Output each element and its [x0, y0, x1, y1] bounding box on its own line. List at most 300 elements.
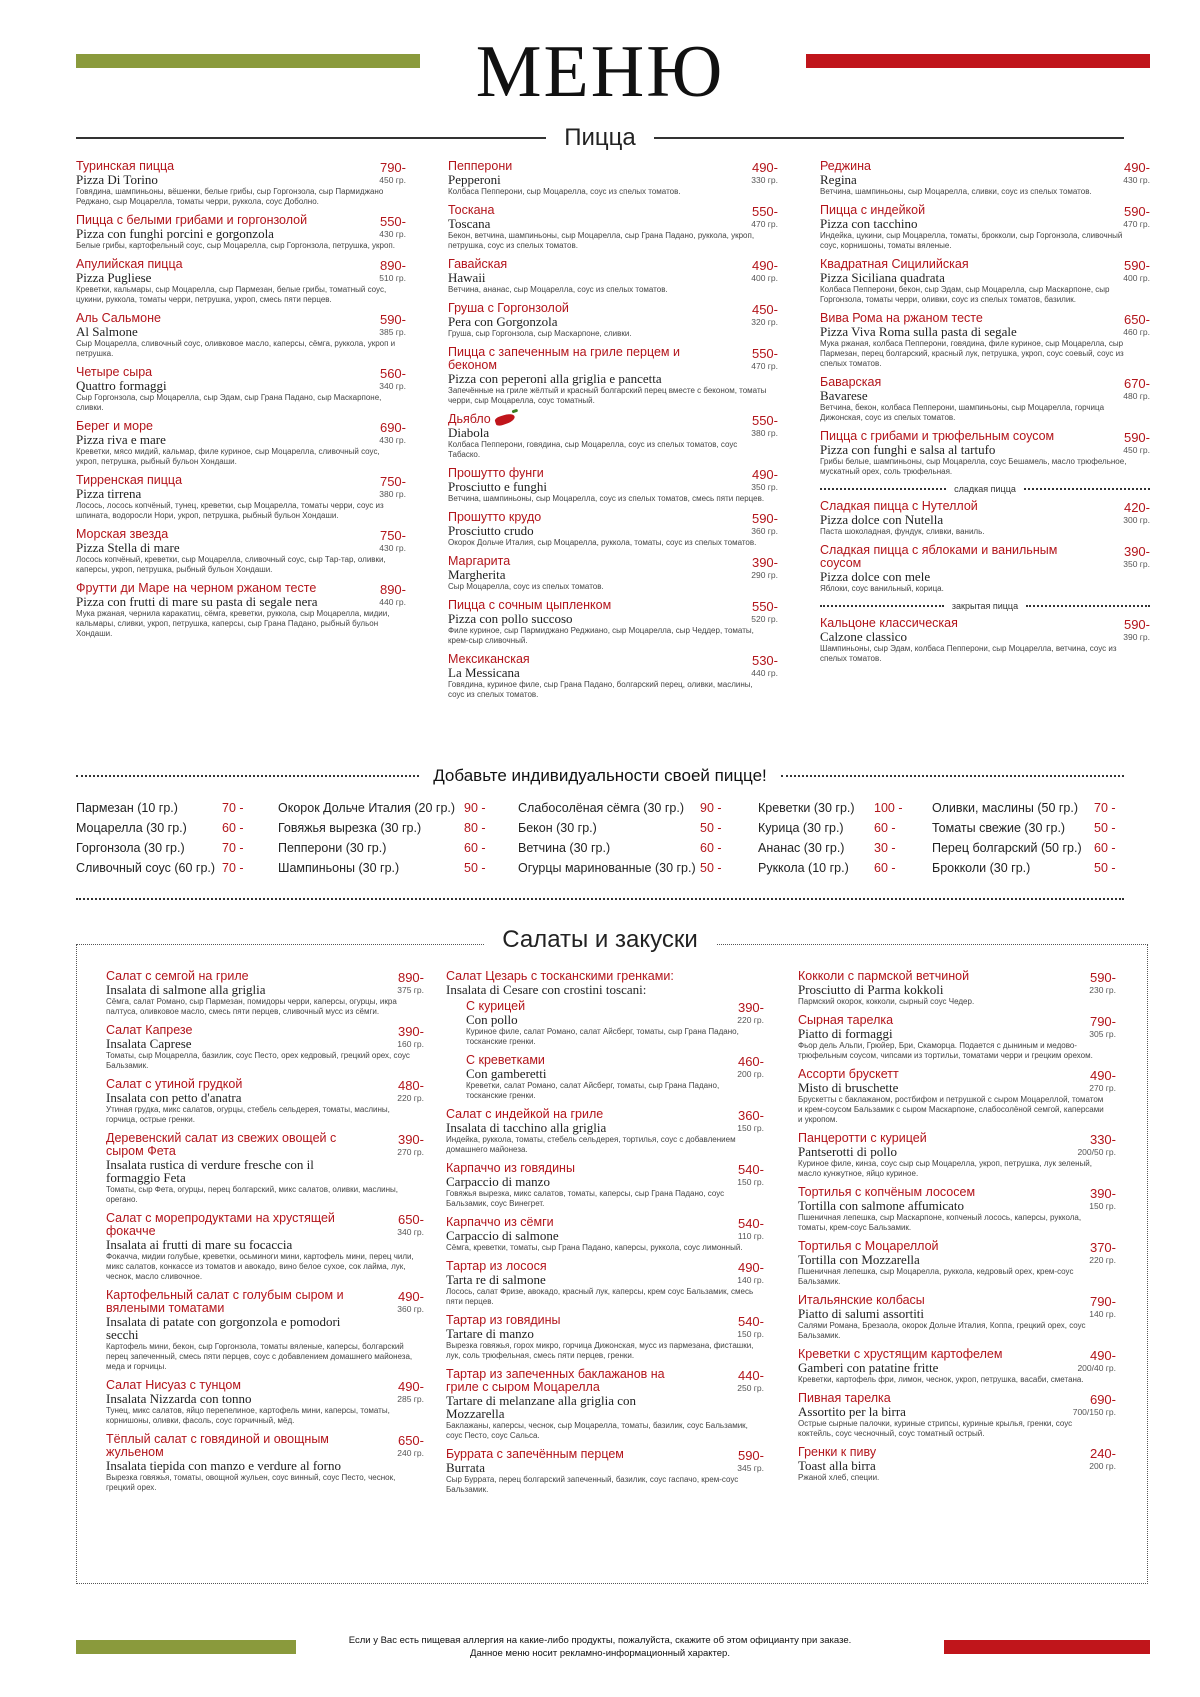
menu-item-name-it: Insalata con petto d'anatra — [106, 1090, 242, 1105]
addon-row — [932, 838, 1138, 858]
menu-item-price: 590- — [379, 312, 406, 327]
menu-item-header — [798, 1348, 1116, 1374]
menu-item-name-ru: Тоскана — [448, 203, 495, 217]
menu-item-price: 490- — [1089, 1348, 1116, 1363]
menu-item-description: Паста шоколадная, фундук, сливки, ваниль. — [820, 527, 985, 536]
menu-item-name-it: Pizza dolce con mele — [820, 569, 931, 584]
menu-item-header — [448, 555, 778, 581]
menu-item-price: 650- — [1123, 312, 1150, 327]
menu-item-weight: 360 гр. — [397, 1304, 424, 1314]
menu-item-header — [106, 1024, 424, 1050]
menu-item-name-it: Pizza Stella di mare — [76, 540, 180, 555]
menu-item-weight: 220 гр. — [1089, 1255, 1116, 1265]
menu-item-price: 550- — [751, 346, 778, 361]
menu-item-description: Ветчина, шампиньоны, сыр Моцарелла, соус из спелых томатов, смесь пяти перцев. — [448, 494, 765, 503]
addon-name: Ветчина (30 гр.) — [518, 841, 611, 855]
menu-item-description: Вырезка говяжья, горох микро, горчица Дижонская, мусс из пармезана, фисташки, лук, соль трюфельная, смесь пяти перцев, гренки. — [446, 1341, 754, 1360]
menu-item-name-ru: Фрутти ди Маре на черном ржаном тесте — [76, 581, 317, 595]
menu-item-description: Мука ржаная, чернила каракатиц, сёмга, креветки, руккола, сыр Моцарелла, мидии, кальмары, сливки, укроп, петрушка, каперсы, сыр Грана Падано, рыбный бульон Хондаши. — [76, 609, 390, 638]
menu-item-name-ru: Морская звезда — [76, 527, 169, 541]
menu-item-header — [106, 1078, 424, 1104]
menu-item-weight: 200 гр. — [1089, 1461, 1116, 1471]
menu-item-name-ru: Тартар из говядины — [446, 1313, 561, 1327]
menu-item-price: 490- — [751, 467, 778, 482]
addon-price: 70 - — [222, 861, 244, 875]
menu-item-header — [448, 258, 778, 284]
menu-item-description: Индейка, цукини, сыр Моцарелла, томаты, брокколи, сыр Горгонзола, сливочный соус, корнишоны, томаты вяленые. — [820, 231, 1123, 250]
menu-item — [798, 1392, 1116, 1439]
menu-item-description: Тунец, микс салатов, яйцо перепелиное, картофель мини, каперсы, томаты, корнишоны, оливки, фасоль, соус горчичный, мёд. — [106, 1406, 390, 1425]
menu-item-price: 490- — [397, 1379, 424, 1394]
menu-item-price: 330- — [1089, 1132, 1116, 1147]
menu-item-weight: 390 гр. — [1123, 632, 1150, 642]
menu-item-description: Креветки, мясо мидий, кальмар, филе куриное, сыр Моцарелла, сливочный соус, укроп, петрушка, рыбный бульон Хондаши. — [76, 447, 380, 466]
addon-row — [76, 858, 266, 878]
menu-item-weight: 430 гр. — [379, 435, 406, 445]
menu-item-price: 590- — [1123, 617, 1150, 632]
addon-price: 50 - — [700, 861, 722, 875]
menu-item-description: Колбаса Пепперони, бекон, сыр Эдам, сыр Моцарелла, сыр Маскарпоне, сыр Горгонзола, томаты черри, оливки, соус из спелых томатов, базилик. — [820, 285, 1110, 304]
addon-name: Курица (30 гр.) — [758, 821, 844, 835]
menu-item — [76, 528, 406, 575]
menu-item-name-ru: Итальянские колбасы — [798, 1293, 925, 1307]
chili-pepper-icon — [494, 412, 516, 427]
menu-item — [820, 312, 1150, 369]
menu-item — [466, 1054, 764, 1101]
menu-item-name-ru: Мексиканская — [448, 652, 530, 666]
menu-item-description: Куриное филе, салат Романо, салат Айсберг, томаты, сыр Грана Падано, тосканские гренки. — [466, 1027, 739, 1046]
addon-row — [758, 838, 918, 858]
menu-item-name-it: Prosciutto crudo — [448, 523, 534, 538]
addon-name: Огурцы маринованные (30 гр.) — [518, 861, 696, 875]
addon-row — [932, 798, 1138, 818]
menu-item-name-it: Pizza tirrena — [76, 486, 142, 501]
menu-item-price: 390- — [397, 1132, 424, 1147]
sub-section-label: сладкая пицца — [954, 484, 1016, 494]
menu-item-price: 670- — [1123, 376, 1150, 391]
menu-item — [106, 1289, 424, 1372]
menu-item-weight: 385 гр. — [379, 327, 406, 337]
menu-item-price: 790- — [379, 160, 406, 175]
menu-item-name-ru: Буррата с запечённым перцем — [446, 1447, 624, 1461]
menu-item-weight: 430 гр. — [1123, 175, 1150, 185]
menu-item — [106, 1132, 424, 1205]
menu-item-name-it: La Messicana — [448, 665, 520, 680]
menu-item-name-it: Gamberi con patatine fritte — [798, 1360, 939, 1375]
menu-item-weight: 150 гр. — [737, 1329, 764, 1339]
menu-item — [798, 1294, 1116, 1341]
menu-item-description: Баклажаны, каперсы, чеснок, сыр Моцарелла, томаты, базилик, соус Бальзамик, соус Песто, соус Сальса. — [446, 1421, 748, 1440]
menu-item-name-it: Pizza Viva Roma sulla pasta di segale — [820, 324, 1017, 339]
addon-name: Пепперони (30 гр.) — [278, 841, 387, 855]
menu-item-header — [448, 511, 778, 537]
menu-item-name-ru: Гавайская — [448, 257, 508, 271]
menu-item-header — [798, 1294, 1116, 1320]
menu-item-name-it: Insalata ai frutti di mare su focaccia — [106, 1237, 293, 1252]
addon-name: Бекон (30 гр.) — [518, 821, 597, 835]
menu-item — [448, 555, 778, 592]
menu-item-description: Креветки, кальмары, сыр Моцарелла, сыр Пармезан, белые грибы, томатный соус, цукини, руккола, томаты черри, петрушка, укроп, смесь пяти перцев. — [76, 285, 387, 304]
menu-item-name-ru: Груша с Горгонзолой — [448, 301, 569, 315]
menu-item-name-ru: Салат Капрезе — [106, 1023, 193, 1037]
menu-item — [798, 1240, 1116, 1287]
menu-item — [820, 430, 1150, 477]
menu-item — [798, 1068, 1116, 1125]
addon-price: 60 - — [874, 821, 896, 835]
menu-item — [820, 617, 1150, 664]
menu-item-name-it: Assortito per la birra — [798, 1404, 906, 1419]
menu-item — [448, 413, 778, 460]
menu-item-description: Вырезка говяжья, томаты, овощной жульен, соус винный, соус Песто, чеснок, грецкий орех. — [106, 1473, 396, 1492]
menu-item-name-ru: Пицца с грибами и трюфельным соусом — [820, 429, 1055, 443]
addon-price: 80 - — [464, 821, 486, 835]
addon-name: Креветки (30 гр.) — [758, 801, 855, 815]
menu-item-description: Шампиньоны, сыр Эдам, колбаса Пепперони, сыр Моцарелла, ветчина, соус из спелых томатов. — [820, 644, 1117, 663]
menu-item-header — [798, 1068, 1116, 1094]
addon-row — [76, 798, 266, 818]
menu-item-description: Говяжья вырезка, микс салатов, томаты, каперсы, сыр Грана Падано, соус Бальзамик, соус Винегрет. — [446, 1189, 725, 1208]
menu-item-price: 750- — [379, 528, 406, 543]
menu-item-name-it: Piatto di formaggi — [798, 1026, 893, 1041]
menu-item-header — [446, 970, 764, 996]
menu-item — [820, 258, 1150, 305]
menu-item-name-it: Tartare di manzo — [446, 1326, 534, 1341]
menu-item-name-ru: Пепперони — [448, 159, 513, 173]
menu-item-header — [446, 1314, 764, 1340]
menu-item-header — [76, 582, 406, 608]
menu-item-header — [798, 1014, 1116, 1040]
menu-item-weight: 340 гр. — [379, 381, 406, 391]
menu-item-name-ru: Берег и море — [76, 419, 153, 433]
menu-item-description: Запечённые на гриле жёлтый и красный болгарский перец вместе с беконом, томаты черри, сыр Моцарелла, соус томатный. — [448, 386, 767, 405]
menu-item-weight: 450 гр. — [1123, 445, 1150, 455]
menu-item — [76, 582, 406, 639]
menu-item-name-it: Carpaccio di manzo — [446, 1174, 550, 1189]
addon-row — [278, 818, 508, 838]
menu-item-price: 530- — [751, 653, 778, 668]
menu-item — [820, 376, 1150, 423]
menu-item — [76, 214, 406, 251]
menu-item-weight: 340 гр. — [397, 1227, 424, 1237]
menu-item-weight: 470 гр. — [1123, 219, 1150, 229]
addon-row — [758, 798, 918, 818]
menu-item-header — [466, 1054, 764, 1080]
menu-item-weight: 380 гр. — [751, 428, 778, 438]
addon-price: 70 - — [1094, 801, 1116, 815]
addon-price: 60 - — [1094, 841, 1116, 855]
menu-item-price: 890- — [379, 582, 406, 597]
menu-item — [820, 500, 1150, 537]
addon-name: Ананас (30 гр.) — [758, 841, 845, 855]
menu-item-name-it: Tarta re di salmone — [446, 1272, 546, 1287]
menu-item-name-ru: Квадратная Сицилийская — [820, 257, 969, 271]
menu-item-name-it: Diabola — [448, 425, 490, 440]
menu-item-header — [76, 528, 406, 554]
menu-item-name-ru: Вива Рома на ржаном тесте — [820, 311, 983, 325]
menu-item-price: 690- — [1089, 1392, 1116, 1407]
addon-row — [758, 818, 918, 838]
menu-item-name-ru: Апулийская пицца — [76, 257, 183, 271]
menu-item — [446, 1260, 764, 1307]
menu-item-name-ru: Тирренская пицца — [76, 473, 183, 487]
menu-item-name-ru: Пицца с индейкой — [820, 203, 926, 217]
menu-item-weight: 270 гр. — [1089, 1083, 1116, 1093]
menu-item-weight: 285 гр. — [397, 1394, 424, 1404]
menu-item-weight: 510 гр. — [379, 273, 406, 283]
addon-row — [518, 818, 744, 838]
menu-item-weight: 240 гр. — [397, 1448, 424, 1458]
menu-item — [820, 160, 1150, 197]
menu-item-weight: 460 гр. — [1123, 327, 1150, 337]
salads-column-1 — [106, 970, 424, 1500]
menu-item-description: Лосось, салат Фризе, авокадо, красный лук, каперсы, крем соус Бальзамик, смесь пяти перцев. — [446, 1287, 754, 1306]
menu-item-description: Груша, сыр Горгонзола, сыр Маскарпоне, сливки. — [448, 329, 632, 338]
menu-item-price: 490- — [397, 1289, 424, 1304]
menu-item-price: 490- — [737, 1260, 764, 1275]
menu-item-header — [798, 1186, 1116, 1212]
salads-column-2 — [446, 970, 764, 1502]
menu-item — [106, 1024, 424, 1071]
menu-item-header — [820, 204, 1150, 230]
menu-item-weight: 160 гр. — [397, 1039, 424, 1049]
menu-item-price: 390- — [1123, 544, 1150, 559]
menu-item-price: 370- — [1089, 1240, 1116, 1255]
addon-name: Сливочный соус (60 гр.) — [76, 861, 216, 875]
menu-item-description: Яблоки, соус ванильный, корица. — [820, 584, 944, 593]
menu-item-description: Куриное филе, кинза, соус сыр сыр Моцарелла, укроп, петрушка, лук зеленый, масло кунжутное, яйцо куриное. — [798, 1159, 1092, 1178]
menu-item-description: Фьор дель Альпи, Грюйер, Бри, Скаморца. Подается с дыниным и медово-трюфельным соусом, чипсами из тортильи, томатами черри и грецким орехом. — [798, 1041, 1093, 1060]
menu-item-name-it: Insalata di Cesare con crostini toscani: — [446, 982, 647, 997]
salads-column-3 — [798, 970, 1116, 1490]
addon-name: Говяжья вырезка (30 гр.) — [278, 821, 422, 835]
menu-item-price: 440- — [737, 1368, 764, 1383]
addon-name: Шампиньоны (30 гр.) — [278, 861, 400, 875]
menu-item-description: Колбаса Пепперони, сыр Моцарелла, соус из спелых томатов. — [448, 187, 681, 196]
addon-column — [932, 798, 1138, 878]
menu-item-weight: 350 гр. — [1123, 559, 1150, 569]
menu-item — [798, 1186, 1116, 1233]
menu-item-name-ru: Салат с утиной грудкой — [106, 1077, 243, 1091]
addon-name: Окорок Дольче Италия (20 гр.) — [278, 801, 456, 815]
menu-item-price: 690- — [379, 420, 406, 435]
menu-item-header — [446, 1260, 764, 1286]
menu-item-name-ru: Пицца с белыми грибами и горгонзолой — [76, 213, 308, 227]
menu-item-name-ru: Гренки к пиву — [798, 1445, 877, 1459]
addon-name: Томаты свежие (30 гр.) — [932, 821, 1066, 835]
menu-item-weight: 300 гр. — [1123, 515, 1150, 525]
addons-table — [76, 798, 1140, 878]
menu-item-name-it: Con pollo — [466, 1012, 518, 1027]
menu-item-weight: 330 гр. — [751, 175, 778, 185]
menu-item-name-it: Insalata rustica di verdure fresche con il formaggio Feta — [106, 1157, 314, 1185]
menu-item-header — [106, 1132, 424, 1184]
menu-item-name-it: Carpaccio di salmone — [446, 1228, 559, 1243]
menu-item-name-it: Pizza Pugliese — [76, 270, 152, 285]
addon-price: 90 - — [464, 801, 486, 815]
menu-item-name-it: Regina — [820, 172, 857, 187]
addon-name: Перец болгарский (50 гр.) — [932, 841, 1082, 855]
sub-section-label: закрытая пицца — [951, 601, 1019, 611]
menu-item-description: Сыр Горгонзола, сыр Моцарелла, сыр Эдам, сыр Грана Падано, сыр Маскарпоне, сливки. — [76, 393, 382, 412]
menu-item-name-it: Tortilla con Mozzarella — [798, 1252, 920, 1267]
menu-item-header — [798, 1240, 1116, 1266]
menu-item-name-it: Pizza dolce con Nutella — [820, 512, 944, 527]
footer-line-2: Данное меню носит рекламно-информационный характер. — [470, 1648, 730, 1659]
addon-name: Слабосолёная сёмга (30 гр.) — [518, 801, 684, 815]
menu-item-name-ru: Тортилья с Моцареллой — [798, 1239, 939, 1253]
menu-item-weight: 450 гр. — [379, 175, 406, 185]
addon-column — [76, 798, 266, 878]
menu-item — [798, 1014, 1116, 1061]
menu-item-description: Бекон, ветчина, шампиньоны, сыр Моцарелла, сыр Грана Падано, руккола, укроп, петрушка, соус из спелых томатов. — [448, 231, 755, 250]
menu-item-header — [76, 474, 406, 500]
menu-item-description: Белые грибы, картофельный соус, сыр Моцарелла, сыр Горгонзола, петрушка, укроп. — [76, 241, 395, 250]
menu-item — [448, 258, 778, 295]
addon-name: Горгонзола (30 гр.) — [76, 841, 185, 855]
menu-item-name-ru: Салат с индейкой на гриле — [446, 1107, 604, 1121]
menu-item-price: 790- — [1089, 1294, 1116, 1309]
addon-name: Моцарелла (30 гр.) — [76, 821, 187, 835]
addon-price: 60 - — [700, 841, 722, 855]
menu-item-weight: 200 гр. — [737, 1069, 764, 1079]
addon-row — [758, 858, 918, 878]
menu-item-name-ru: Сладкая пицца с Нутеллой — [820, 499, 978, 513]
menu-item-name-ru: Баварская — [820, 375, 882, 389]
menu-item-price: 890- — [397, 970, 424, 985]
menu-item-name-ru: Сладкая пицца с яблоками и ванильным соусом — [820, 543, 1058, 570]
menu-item-name-ru: Сырная тарелка — [798, 1013, 894, 1027]
menu-item-price: 540- — [737, 1314, 764, 1329]
menu-item-price: 550- — [751, 599, 778, 614]
menu-item-name-ru: Тёплый салат с говядиной и овощным жульеном — [106, 1432, 329, 1459]
menu-item — [798, 970, 1116, 1007]
menu-item-header — [76, 214, 406, 240]
menu-item-header — [466, 1000, 764, 1026]
addon-price: 30 - — [874, 841, 896, 855]
menu-item-header — [76, 312, 406, 338]
menu-item-price: 450- — [751, 302, 778, 317]
menu-item-weight: 200/40 гр. — [1077, 1363, 1116, 1373]
menu-item-description: Сыр Буррата, перец болгарский запеченный, базилик, соус гаспачо, крем-соус Бальзамик. — [446, 1475, 739, 1494]
menu-item-weight: 150 гр. — [737, 1177, 764, 1187]
menu-item — [76, 366, 406, 413]
menu-item-price: 240- — [1089, 1446, 1116, 1461]
menu-item-header — [448, 160, 778, 186]
menu-item-weight: 480 гр. — [1123, 391, 1150, 401]
addon-price: 50 - — [1094, 821, 1116, 835]
addon-column — [518, 798, 744, 878]
menu-item-description: Утиная грудка, микс салатов, огурцы, стебель сельдерея, томаты, маслины, горчица, острые гренки. — [106, 1105, 390, 1124]
menu-item-header — [448, 204, 778, 230]
footer-line-1: Если у Вас есть пищевая аллергия на какие-либо продукты, пожалуйста, скажите об этом официанту при заказе. — [348, 1635, 852, 1646]
menu-item-description: Пшеничная лепешка, сыр Моцарелла, руккола, кедровый орех, крем-соус Бальзамик. — [798, 1267, 1074, 1286]
menu-item-name-it: Piatto di salumi assortiti — [798, 1306, 925, 1321]
menu-item-price: 890- — [379, 258, 406, 273]
menu-item — [446, 1368, 764, 1441]
menu-item-description: Говядина, куриное филе, сыр Грана Падано, болгарский перец, оливки, маслины, соус из спелых томатов. — [448, 680, 753, 699]
menu-item-price: 490- — [751, 160, 778, 175]
menu-item-header — [820, 617, 1150, 643]
menu-item-header — [820, 544, 1150, 583]
menu-item — [446, 1216, 764, 1253]
menu-item-header — [820, 430, 1150, 456]
menu-item-description: Брускетты с баклажаном, ростбифом и петрушкой с сыром Моцареллой, томатом и крем-соусом Бальзамик с сыром Маскарпоне, слабосолёной семгой, каперсами и укропом. — [798, 1095, 1104, 1124]
menu-item-price: 390- — [397, 1024, 424, 1039]
menu-item-description: Салями Романа, Брезаола, окорок Дольче Италия, Коппа, грецкий орех, соус Бальзамик. — [798, 1321, 1086, 1340]
addon-price: 60 - — [464, 841, 486, 855]
addon-name: Брокколи (30 гр.) — [932, 861, 1031, 875]
menu-item-header — [106, 1289, 424, 1341]
menu-item-price: 540- — [737, 1216, 764, 1231]
menu-item-name-it: Hawaii — [448, 270, 486, 285]
menu-item-price: 490- — [751, 258, 778, 273]
menu-item-header — [448, 413, 778, 439]
menu-item-name-ru: С курицей — [466, 999, 526, 1013]
menu-item-name-it: Pizza con funghi e salsa al tartufo — [820, 442, 996, 457]
menu-item-description: Ржаной хлеб, специи. — [798, 1473, 880, 1482]
menu-item-header — [76, 420, 406, 446]
menu-item-weight: 200/50 гр. — [1077, 1147, 1116, 1157]
menu-item — [448, 204, 778, 251]
menu-item-description: Сыр Моцарелла, сливочный соус, оливковое масло, каперсы, сёмга, руккола, укроп и петрушка. — [76, 339, 396, 358]
menu-item-weight: 150 гр. — [1089, 1201, 1116, 1211]
menu-item — [446, 1314, 764, 1361]
menu-item-name-it: Pizza riva e mare — [76, 432, 166, 447]
menu-item-name-ru: Салат Нисуаз с тунцом — [106, 1378, 241, 1392]
menu-item-description: Филе куриное, сыр Пармиджано Реджиано, сыр Моцарелла, сыр Чеддер, томаты, крем-сыр сливочный. — [448, 626, 754, 645]
menu-item-header — [76, 366, 406, 392]
menu-item-description: Сёмга, салат Романо, сыр Пармезан, помидоры черри, каперсы, огурцы, икра палтуса, оливковое масло, смесь пяти перцев, сливочный мусс из сёмги. — [106, 997, 397, 1016]
menu-item-name-it: Al Salmone — [76, 324, 138, 339]
menu-item-weight: 520 гр. — [751, 614, 778, 624]
menu-item-header — [820, 500, 1150, 526]
pizza-heading: Пицца — [76, 124, 1124, 152]
menu-item-name-it: Pizza con peperoni alla griglia e pancetta — [448, 371, 662, 386]
menu-item-weight: 400 гр. — [751, 273, 778, 283]
addon-row — [76, 838, 266, 858]
dotted-line — [820, 488, 946, 490]
menu-item-header — [820, 258, 1150, 284]
menu-item — [448, 302, 778, 339]
menu-item-header — [106, 1379, 424, 1405]
menu-item-name-ru: Кокколи с пармской ветчиной — [798, 969, 970, 983]
menu-item-name-it: Pizza con funghi porcini e gorgonzola — [76, 226, 274, 241]
menu-item — [448, 467, 778, 504]
dotted-line — [820, 605, 944, 607]
addon-price: 100 - — [874, 801, 903, 815]
menu-item-header — [448, 346, 778, 385]
menu-item — [798, 1446, 1116, 1483]
menu-item-weight: 270 гр. — [397, 1147, 424, 1157]
menu-item-name-it: Toast alla birra — [798, 1458, 876, 1473]
menu-item-weight: 305 гр. — [1089, 1029, 1116, 1039]
addon-row — [518, 858, 744, 878]
pizza-column-2 — [448, 160, 778, 707]
menu-item-name-ru: Креветки с хрустящим картофелем — [798, 1347, 1003, 1361]
menu-item-header — [798, 1392, 1116, 1418]
addon-column — [758, 798, 918, 878]
menu-item-price: 540- — [737, 1162, 764, 1177]
menu-item — [798, 1132, 1116, 1179]
salads-heading: Салаты и закуски — [400, 926, 800, 954]
menu-item-weight: 140 гр. — [737, 1275, 764, 1285]
sub-section-divider — [820, 601, 1150, 611]
menu-item-description: Лосось, лосось копчёный, тунец, креветки, сыр Моцарелла, томаты черри, соус из шпината, водоросли Нори, укроп, петрушка, рыбный бульон Хондаши. — [76, 501, 384, 520]
menu-item-name-it: Pera con Gorgonzola — [448, 314, 558, 329]
menu-item-name-it: Pantserotti di pollo — [798, 1144, 897, 1159]
addon-row — [278, 798, 508, 818]
menu-item-header — [76, 160, 406, 186]
